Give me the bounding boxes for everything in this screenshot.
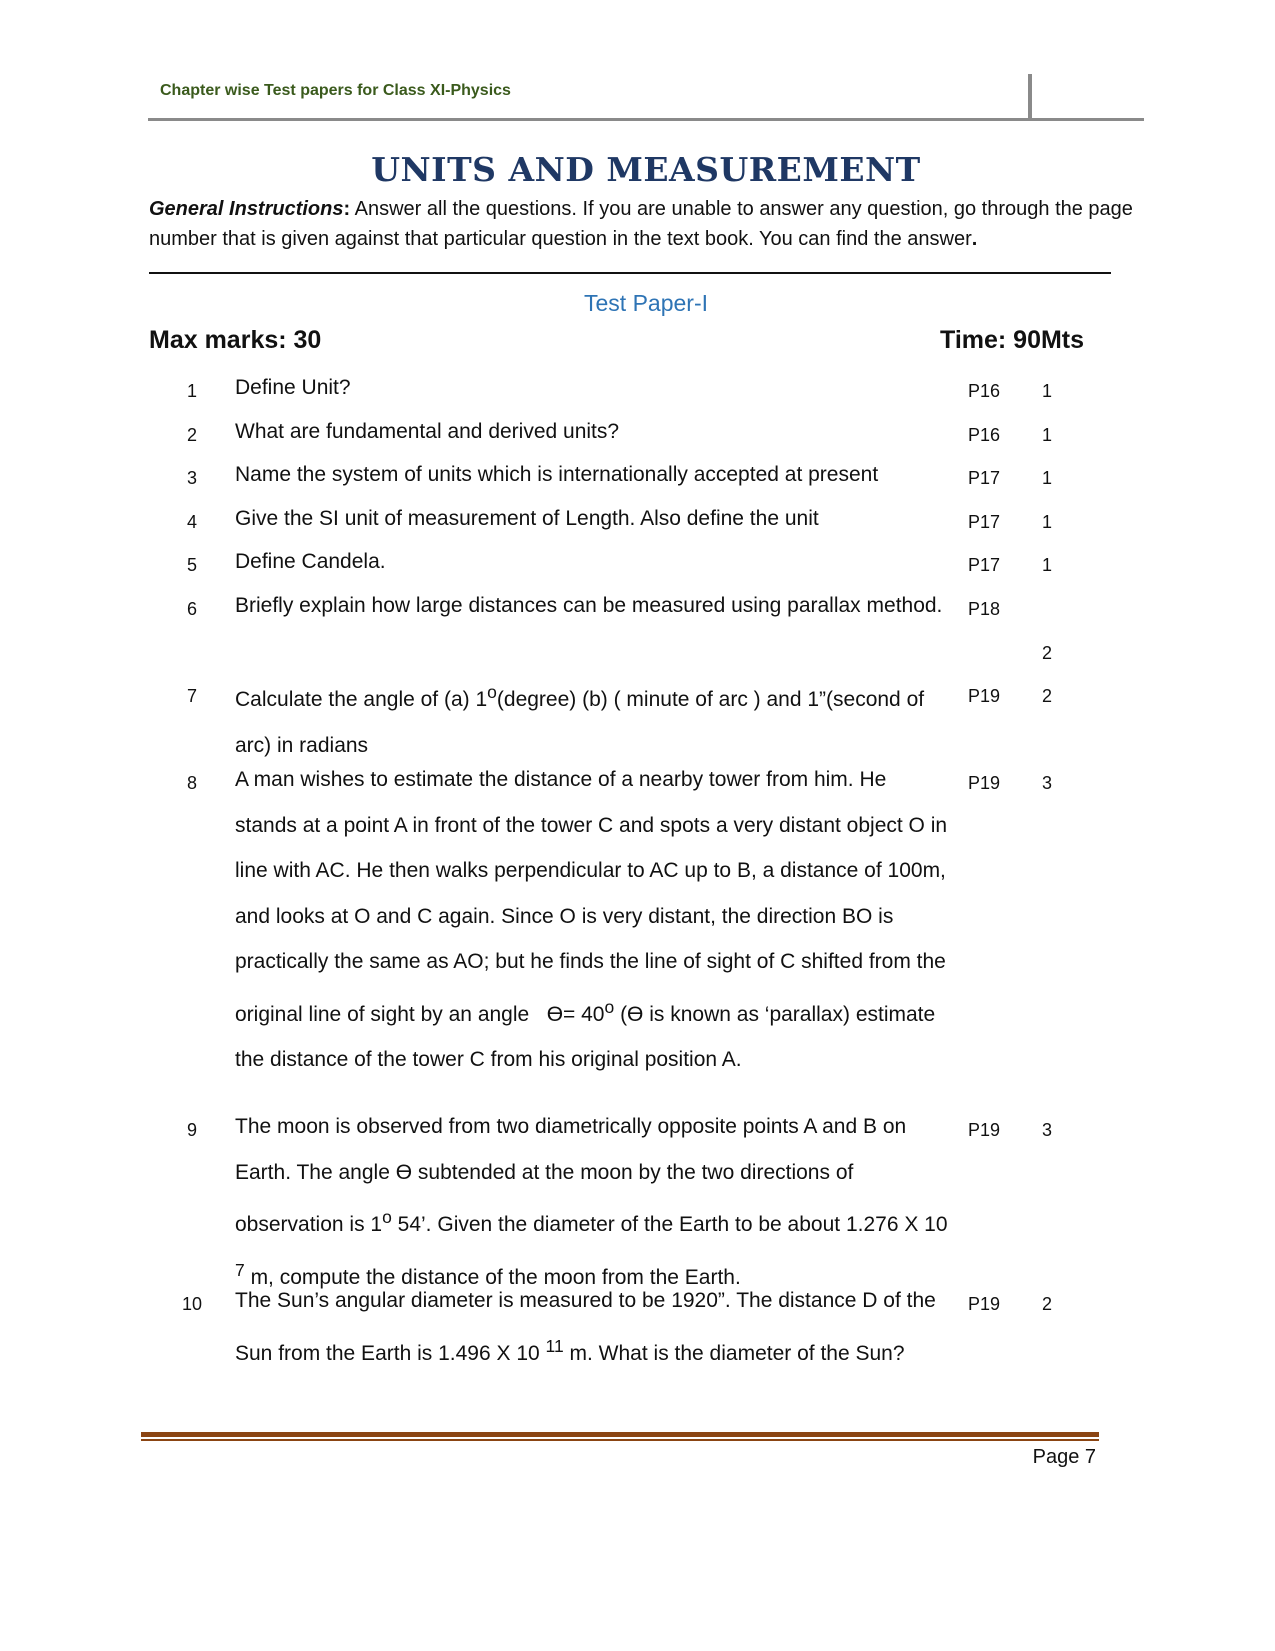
question-page-ref: P17 xyxy=(967,512,1001,532)
question-number: 4 xyxy=(186,512,197,532)
question-row xyxy=(149,768,1109,1115)
question-text xyxy=(235,670,953,768)
question-page-ref: P19 xyxy=(967,1294,1001,1314)
question-number: 6 xyxy=(186,599,197,619)
question-page-ref: P19 xyxy=(967,773,1001,793)
max-marks: Max marks: 30 xyxy=(149,326,322,354)
header-title: Chapter wise Test papers for Class XI-Physics xyxy=(160,82,511,99)
question-page-ref: P19 xyxy=(967,1120,1001,1140)
page-header xyxy=(148,60,1144,120)
question-page-ref: P16 xyxy=(967,381,1001,401)
question-list xyxy=(149,376,1109,1419)
question-number: 2 xyxy=(186,425,197,445)
exponent-superscript: 11 xyxy=(545,1335,564,1356)
question-text-part: m. What is the diameter of the Sun? xyxy=(563,1341,905,1365)
question-text: Briefly explain how large distances can be measured using parallax method. xyxy=(235,594,943,617)
question-marks: 3 xyxy=(1041,1120,1052,1140)
question-marks: 2 xyxy=(1041,643,1052,663)
question-page-ref: P19 xyxy=(967,686,1001,706)
footer-rule-thin xyxy=(141,1439,1099,1441)
question-text-part: m, compute the distance of the moon from the Earth. xyxy=(244,1265,741,1289)
question-text-part: 54’. Given the diameter of the Earth to be about 1.276 X 10 xyxy=(391,1213,948,1236)
question-text: Give the SI unit of measurement of Length. Also define the unit xyxy=(235,507,819,530)
general-instructions xyxy=(149,194,1149,254)
degree-superscript: o xyxy=(604,996,615,1017)
question-number: 1 xyxy=(186,381,197,401)
question-text-part: (degree) (b) ( minute of arc ) and 1”(second of arc) in radians xyxy=(235,688,925,757)
question-text: Define Candela. xyxy=(235,550,386,573)
question-marks: 1 xyxy=(1041,468,1052,488)
question-marks: 1 xyxy=(1041,512,1052,532)
instructions-body: Answer all the questions. If you are unable to answer any question, go through the page number that is given against that particular question in the text book. You can find the answer xyxy=(149,198,1133,250)
question-marks: 1 xyxy=(1041,381,1052,401)
question-text-part: Calculate the angle of (a) 1 xyxy=(235,688,488,711)
question-number: 8 xyxy=(186,773,197,793)
question-marks: 3 xyxy=(1041,773,1052,793)
footer-rule xyxy=(141,1432,1099,1437)
question-text-part: The Sun’s angular diameter is measured to be 1920”. The distance D of the Sun from the Earth is 1.496 X 10 xyxy=(235,1289,936,1365)
document-title: UNITS AND MEASUREMENT xyxy=(371,150,921,189)
header-rule xyxy=(148,118,1144,121)
exponent-superscript: 7 xyxy=(235,1259,245,1280)
question-row xyxy=(149,681,1109,768)
question-text: Name the system of units which is internationally accepted at present xyxy=(235,463,879,486)
question-marks: 2 xyxy=(1041,1294,1052,1314)
question-text xyxy=(235,757,953,1083)
degree-superscript: o xyxy=(487,682,497,702)
question-page-ref: P17 xyxy=(967,555,1001,575)
question-number: 3 xyxy=(186,468,197,488)
question-page-ref: P17 xyxy=(967,468,1001,488)
question-row xyxy=(149,1289,1109,1419)
time-allowed: Time: 90Mts xyxy=(940,326,1085,354)
question-text-part: The moon is observed from two diametrically opposite points A and B on Earth. The angle ϴ subtended at the moon by the two directions of observation is 1 xyxy=(235,1115,907,1236)
instructions-lead: General Instructions xyxy=(149,198,344,220)
question-number: 9 xyxy=(186,1120,197,1140)
page-number: Page 7 xyxy=(1032,1446,1096,1468)
question-page-ref: P18 xyxy=(967,599,1001,619)
question-text-part: (ϴ is known as ‘parallax) estimate the distance of the tower C from his original position A. xyxy=(235,1002,936,1071)
question-text xyxy=(235,1278,953,1376)
instructions-colon: : xyxy=(343,198,351,220)
question-marks: 1 xyxy=(1041,555,1052,575)
question-number: 10 xyxy=(181,1294,203,1314)
question-text-part: A man wishes to estimate the distance of a nearby tower from him. He stands at a point A in front of the tower C and spots a very distant object O in line with AC. He then walks perpendicular to AC up to B, a distance of 100m, and looks at O and C again. Since O is very distant, the direction BO is practically the same as AO; but he finds the line of sight of C shifted from the original line of sight by an angle ϴ= 40 xyxy=(235,768,948,1026)
question-text: Define Unit? xyxy=(235,376,351,399)
instructions-period: . xyxy=(971,228,978,250)
question-text: What are fundamental and derived units? xyxy=(235,420,620,443)
degree-superscript: o xyxy=(382,1207,392,1227)
question-page-ref: P16 xyxy=(967,425,1001,445)
test-paper-title: Test Paper-I xyxy=(584,290,708,316)
question-marks: 2 xyxy=(1041,686,1052,706)
separator-line xyxy=(149,272,1111,274)
question-number: 7 xyxy=(186,686,197,706)
question-text xyxy=(235,1104,953,1300)
question-row xyxy=(149,594,1109,681)
question-row xyxy=(149,1115,1109,1289)
question-number: 5 xyxy=(186,555,197,575)
header-divider xyxy=(1028,74,1032,118)
question-marks: 1 xyxy=(1041,425,1052,445)
